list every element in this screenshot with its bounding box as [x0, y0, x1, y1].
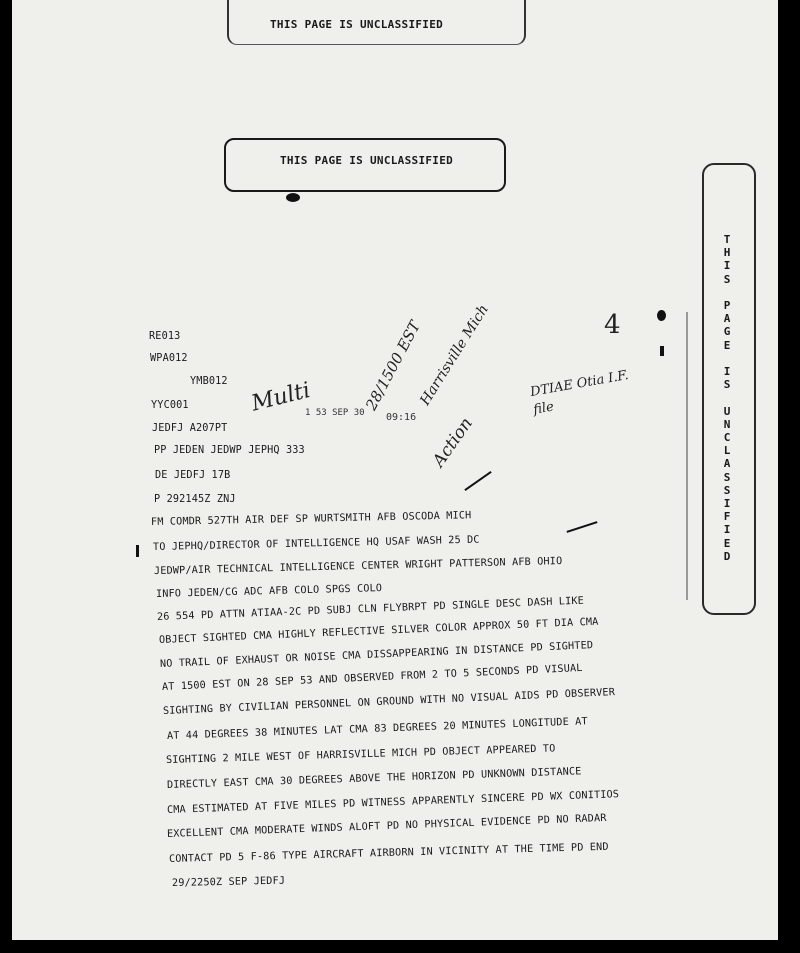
- handwritten-multi: Multi: [248, 377, 313, 417]
- routing-line-1: RE013: [149, 331, 181, 342]
- routing-line-5: JEDFJ A207PT: [152, 423, 228, 434]
- ink-dot: [657, 310, 666, 321]
- side-classification-label: T H I S P A G E I S U N C L A S S I F I E D: [723, 233, 731, 563]
- message-line: JEDWP/AIR TECHNICAL INTELLIGENCE CENTER WRIGHT PATTERSON AFB OHIO: [153, 556, 563, 577]
- message-line: TO JEPHQ/DIRECTOR OF INTELLIGENCE HQ USAF WASH 25 DC: [152, 534, 480, 553]
- handwritten-date-time: 28/1500 EST: [362, 317, 425, 414]
- message-line: CONTACT PD 5 F-86 TYPE AIRCRAFT AIRBORN IN VICINITY AT THE TIME PD END: [168, 841, 609, 865]
- routing-line-2: WPA012: [150, 353, 188, 364]
- routing-line-3: YMB012: [190, 376, 228, 387]
- message-line: FM COMDR 527TH AIR DEF SP WURTSMITH AFB OSCODA MICH: [150, 510, 472, 528]
- message-line: CMA ESTIMATED AT FIVE MILES PD WITNESS APPARENTLY SINCERE PD WX CONITIOS: [166, 789, 620, 816]
- message-line: OBJECT SIGHTED CMA HIGHLY REFLECTIVE SILVER COLOR APPROX 50 FT DIA CMA: [158, 616, 599, 646]
- message-line: AT 44 DEGREES 38 MINUTES LAT CMA 83 DEGREES 20 MINUTES LONGITUDE AT: [166, 716, 588, 742]
- margin-line: [686, 312, 688, 600]
- message-line: INFO JEDEN/CG ADC AFB COLO SPGS COLO: [155, 583, 383, 600]
- handwritten-routing-note: DTIAE Otia I.F. file: [529, 367, 630, 418]
- handwritten-page-number: 4: [604, 310, 621, 340]
- pen-stroke-2: [464, 471, 491, 491]
- routing-line-7: DE JEDFJ 17B: [155, 470, 231, 481]
- message-line: EXCELLENT CMA MODERATE WINDS ALOFT PD NO PHYSICAL EVIDENCE PD NO RADAR: [166, 812, 607, 840]
- ink-dash: [660, 346, 664, 356]
- pen-stroke: [566, 521, 597, 533]
- message-line: DIRECTLY EAST CMA 30 DEGREES ABOVE THE HORIZON PD UNKNOWN DISTANCE: [166, 766, 582, 791]
- routing-line-6: PP JEDEN JEDWP JEPHQ 333: [154, 445, 305, 456]
- message-line: AT 1500 EST ON 28 SEP 53 AND OBSERVED FROM 2 TO 5 SECONDS PD VISUAL: [161, 662, 583, 693]
- top-classification-label: THIS PAGE IS UNCLASSIFIED: [270, 18, 444, 31]
- message-line: SIGHTING BY CIVILIAN PERSONNEL ON GROUND WITH NO VISUAL AIDS PD OBSERVER: [162, 687, 616, 717]
- ink-blot: [286, 193, 300, 202]
- document-page: [12, 0, 778, 940]
- routing-line-8: P 292145Z ZNJ: [154, 494, 236, 505]
- message-line: 26 554 PD ATTN ATIAA-2C PD SUBJ CLN FLYBRPT PD SINGLE DESC DASH LIKE: [156, 595, 585, 623]
- routing-line-4: YYC001: [151, 400, 189, 411]
- handwritten-action: Action: [428, 414, 477, 471]
- classification-banner-label: THIS PAGE IS UNCLASSIFIED: [280, 154, 454, 167]
- margin-mark: [136, 545, 139, 557]
- message-line: NO TRAIL OF EXHAUST OR NOISE CMA DISSAPPEARING IN DISTANCE PD SIGHTED: [159, 640, 594, 670]
- message-line: SIGHTING 2 MILE WEST OF HARRISVILLE MICH PD OBJECT APPEARED TO: [165, 743, 556, 766]
- message-line: 29/2250Z SEP JEDFJ: [171, 875, 286, 889]
- handwritten-location: Harrisville Mich: [417, 301, 492, 409]
- received-date-stamp: 1 53 SEP 30: [305, 408, 365, 418]
- received-time-stamp: 09:16: [386, 412, 417, 423]
